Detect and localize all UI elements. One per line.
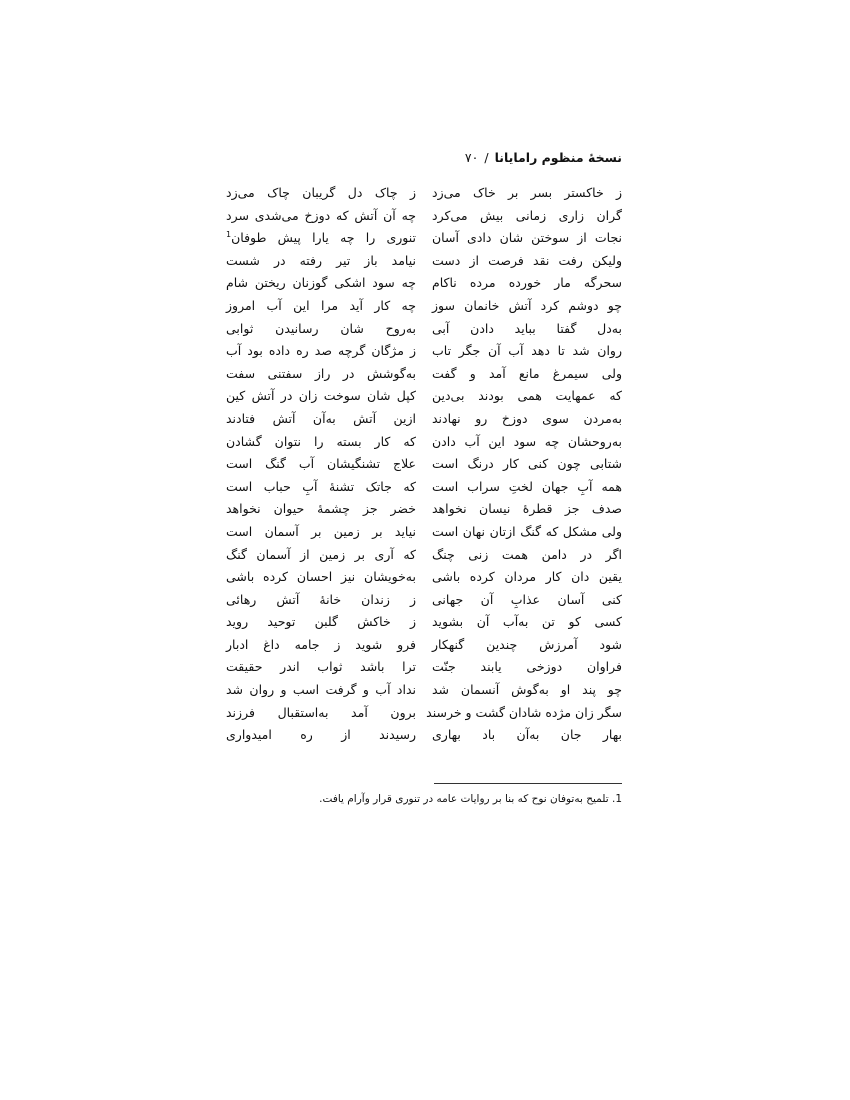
verse-text: ولی سیمرغ مانع آمد و گفت	[432, 365, 622, 381]
verse-text: نداد آب و گرفت اسب و روان شد	[226, 682, 416, 698]
verse-line	[432, 272, 622, 295]
verse-line	[432, 679, 622, 702]
verse-line	[226, 498, 416, 521]
verse-text: تنوری را چه یارا پیش طوفان	[231, 230, 416, 246]
verse-text: ولی مشکل که گنگ ازتان نهان است	[432, 523, 622, 539]
verse-line	[226, 431, 416, 454]
verse-text: به‌گوشش در راز سفتنی سفت	[226, 365, 416, 381]
verse-text: ولیکن رفت نقد فرصت از دست	[432, 252, 622, 268]
verse-line	[226, 724, 416, 747]
verse-line	[426, 702, 622, 725]
verse-line	[226, 205, 416, 228]
verse-line	[432, 205, 622, 228]
footnote	[300, 791, 622, 807]
verse-column-left	[226, 182, 416, 747]
verse-text: نیاید بر زمین بر آسمان است	[226, 523, 416, 539]
verse-line	[432, 182, 622, 205]
verse-text: چو دوشم کرد آتش خانمان سوز	[432, 297, 622, 313]
verse-text: چه آن آتش که دوزخ می‌شدی سرد	[226, 207, 416, 223]
verse-line	[226, 272, 416, 295]
verse-text: ترا باشد ثواب اندر حقیقت	[226, 659, 416, 675]
verse-text: کنی آسان عذابِ آن جهانی	[432, 591, 622, 607]
verse-line	[432, 431, 622, 454]
verse-line	[432, 340, 622, 363]
verse-text: که کار بسته را نتوان گشادن	[226, 433, 416, 449]
verse-line	[432, 318, 622, 341]
verse-line	[226, 611, 416, 634]
verse-line	[226, 679, 416, 702]
verse-line	[226, 453, 416, 476]
verse-text: شتابی چون کنی کار درنگ است	[432, 456, 622, 472]
verse-line	[432, 227, 622, 250]
verse-text: خضر جز چشمهٔ حیوان نخواهد	[226, 501, 416, 517]
verse-line	[432, 250, 622, 273]
verse-line	[226, 566, 416, 589]
verse-text: به‌خویشان نیز احسان کرده باشی	[226, 569, 416, 585]
verse-line	[432, 544, 622, 567]
verse-line	[226, 182, 416, 205]
verse-text: نیامد باز تیر رفته در شست	[226, 252, 416, 268]
book-title: نسخهٔ منظوم رامایانا	[494, 150, 622, 165]
footnote-text: تلمیح به‌توفان نوح که بنا بر روایات عامه در تنوری قرار وآرام یافت.	[319, 793, 609, 805]
verse-text: سحرگه مار خورده مرده ناکام	[432, 275, 622, 291]
verse-line	[432, 385, 622, 408]
verse-text: فراوان دوزخی یابند جنّت	[432, 659, 622, 675]
verse-text: روان شد تا دهد آب آن جگر تاب	[432, 343, 622, 359]
verse-text: بهار جان به‌آن باد بهاری	[432, 727, 622, 743]
verse-text: برون آمد به‌استقبال فرزند	[226, 704, 416, 720]
verse-line	[226, 634, 416, 657]
footnote-divider	[434, 783, 622, 784]
verse-line	[226, 476, 416, 499]
verse-line	[226, 250, 416, 273]
verse-line	[432, 634, 622, 657]
footnote-marker: 1.	[611, 793, 622, 805]
verse-text: همه آبِ جهان لختِ سراب است	[432, 478, 622, 494]
verse-line	[226, 385, 416, 408]
verse-text: علاج تشنگیشان آب گنگ است	[226, 456, 416, 472]
verse-line	[226, 363, 416, 386]
verse-text: کسی کو تن به‌آب آن بشوید	[432, 614, 622, 630]
running-header	[432, 150, 622, 172]
verse-text: صدف جز قطرهٔ نیسان نخواهد	[432, 501, 622, 517]
verse-text: ز چاک دل گریبان چاک می‌زد	[226, 185, 416, 200]
page-number: ۷۰	[464, 150, 479, 165]
verse-text: کپل شان سوخت زان در آتش کین	[226, 388, 416, 404]
verse-text: ز خاکش گلبن توحید روید	[226, 614, 416, 630]
verse-line	[432, 476, 622, 499]
verse-text: به‌دل گفتا بباید دادن آبی	[432, 320, 622, 336]
verse-text: ز خاکستر بسر بر خاک می‌زد	[432, 185, 622, 200]
verse-line	[432, 521, 622, 544]
verse-text: به‌روح شان رسانیدن ثوابی	[226, 320, 416, 336]
verse-line	[226, 702, 416, 725]
verse-line	[432, 363, 622, 386]
verse-line	[226, 227, 416, 250]
verse-line	[432, 408, 622, 431]
verse-line	[432, 724, 622, 747]
verse-text: گران زاری زمانی بیش می‌کرد	[432, 207, 622, 223]
verse-text: به‌روحشان چه سود این آب دادن	[432, 433, 622, 449]
verse-text: که جاتک تشنهٔ آبِ حباب است	[226, 478, 416, 494]
footnote-reference[interactable]: 1	[226, 230, 232, 240]
verse-text: چه سود اشکی گوزنان ریختن شام	[226, 275, 416, 291]
verse-line	[226, 521, 416, 544]
verse-line	[432, 566, 622, 589]
verse-text: که آری بر زمین از آسمان گنگ	[226, 546, 416, 562]
verse-line	[226, 544, 416, 567]
verse-line	[226, 318, 416, 341]
verse-text: فرو شوید ز جامه داغ ادبار	[226, 636, 416, 652]
verse-text: یقین دان کار مردان کرده باشی	[432, 569, 622, 585]
verse-text: که عمهایت همی بودند بی‌دین	[432, 388, 622, 404]
verse-line	[432, 611, 622, 634]
verse-line	[226, 589, 416, 612]
verse-line	[432, 295, 622, 318]
verse-text: سگر زان مژده شادان گشت و خرسند	[426, 704, 622, 720]
verse-text: چه کار آید مرا این آب امروز	[226, 297, 416, 313]
verse-line	[226, 295, 416, 318]
verse-line	[226, 408, 416, 431]
verse-text: اگر در دامن همت زنی چنگ	[432, 546, 622, 562]
verse-text: به‌مردن سوی دوزخ رو نهادند	[432, 410, 622, 426]
verse-line	[432, 453, 622, 476]
verse-line	[432, 498, 622, 521]
verse-text: رسیدند از ره امیدواری	[226, 727, 416, 743]
verse-text: شود آمرزش چندین گنهکار	[432, 636, 622, 652]
header-separator: /	[484, 150, 489, 165]
verse-column-right	[426, 182, 622, 747]
verse-line	[226, 656, 416, 679]
verse-text: ازین آتش به‌آن آتش فتادند	[226, 410, 416, 426]
verse-text: ز مژگان گرچه صد ره داده بود آب	[226, 343, 416, 359]
verse-text: ز زندان خانهٔ آتش رهائی	[226, 591, 416, 607]
verse-text: نجات از سوختن شان دادی آسان	[432, 230, 622, 246]
verse-line	[226, 340, 416, 363]
verse-line	[432, 656, 622, 679]
verse-line	[432, 589, 622, 612]
verse-text: چو پند او به‌گوش آنسمان شد	[432, 682, 622, 698]
